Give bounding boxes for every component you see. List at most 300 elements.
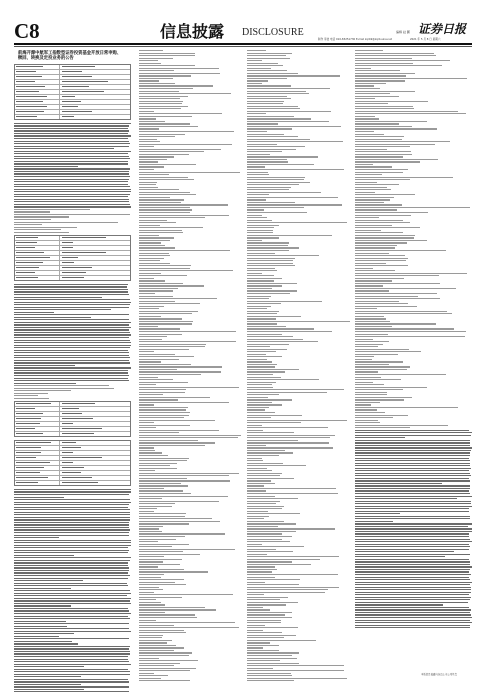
text-line <box>139 412 190 413</box>
text-line <box>247 506 284 507</box>
text-line <box>139 60 158 61</box>
text-line <box>139 658 159 659</box>
text-line <box>247 118 311 119</box>
text-line <box>139 389 186 390</box>
text-line <box>139 174 169 175</box>
text-line <box>355 587 471 588</box>
text-line <box>14 585 128 586</box>
text-line <box>247 96 287 97</box>
text-line <box>139 394 163 395</box>
text-line <box>14 499 130 500</box>
text-line <box>14 595 127 596</box>
table-cell-key <box>15 476 60 480</box>
info-table <box>14 235 131 281</box>
text-line <box>139 452 162 453</box>
text-line <box>247 280 274 281</box>
text-line <box>247 172 268 173</box>
text-line <box>355 544 469 545</box>
text-line <box>355 599 470 600</box>
text-line <box>247 632 282 633</box>
text-line <box>247 594 264 595</box>
text-line <box>355 146 410 147</box>
table-cell-key <box>15 85 60 89</box>
text-line <box>14 350 128 351</box>
text-line <box>139 103 182 104</box>
text-line <box>139 458 189 459</box>
text-line <box>247 407 269 408</box>
text-line <box>247 65 283 66</box>
text-line <box>247 665 344 666</box>
text-line <box>14 299 130 300</box>
table-cell-value <box>60 105 130 109</box>
text-line <box>139 197 170 198</box>
table-row <box>15 432 130 436</box>
table-cell-value <box>60 256 130 260</box>
table-cell-key <box>15 65 60 69</box>
text-line <box>355 546 470 547</box>
column-3-text-block <box>247 50 351 681</box>
text-line <box>247 637 284 638</box>
text-line <box>139 503 175 504</box>
text-line <box>14 163 128 164</box>
text-line <box>247 620 281 621</box>
text-line <box>247 154 270 155</box>
info-table <box>14 64 131 120</box>
text-line <box>355 577 469 578</box>
text-line <box>139 485 188 486</box>
text-line <box>247 473 282 474</box>
text-line <box>139 308 159 309</box>
text-line <box>139 366 222 367</box>
text-line <box>355 392 387 393</box>
text-line <box>247 551 293 552</box>
text-line <box>14 317 91 318</box>
text-line <box>355 513 400 514</box>
text-line <box>247 622 281 623</box>
text-line <box>139 589 163 590</box>
text-line <box>247 151 282 152</box>
text-line <box>139 134 185 135</box>
text-line <box>355 184 399 185</box>
text-line <box>355 579 470 580</box>
text-line <box>139 280 165 281</box>
text-line <box>247 374 273 375</box>
text-line <box>247 480 271 481</box>
text-line <box>139 450 155 451</box>
text-line <box>355 247 395 248</box>
text-line <box>14 227 77 228</box>
text-line <box>247 328 314 329</box>
text-line <box>247 589 328 590</box>
text-line <box>247 222 347 223</box>
text-line <box>247 60 262 61</box>
table-cell-key <box>15 90 60 94</box>
text-line <box>355 85 374 86</box>
text-line <box>139 470 155 471</box>
text-line <box>139 417 184 418</box>
text-line <box>139 526 163 527</box>
header-rule-thin <box>14 46 472 47</box>
text-line <box>247 427 328 428</box>
text-line <box>247 68 271 69</box>
text-line <box>14 206 131 207</box>
text-line <box>355 556 445 557</box>
text-line <box>247 612 292 613</box>
text-line <box>139 425 190 426</box>
text-line <box>14 669 128 670</box>
text-line <box>355 483 442 484</box>
text-line <box>355 478 469 479</box>
text-line <box>247 169 344 170</box>
text-line <box>247 420 347 421</box>
text-line <box>139 549 235 550</box>
text-line <box>139 58 173 59</box>
text-line <box>139 202 181 203</box>
text-line <box>355 551 454 552</box>
text-line <box>139 483 181 484</box>
text-line <box>14 390 71 391</box>
table-cell-value <box>60 100 130 104</box>
text-line <box>247 293 290 294</box>
text-line <box>139 70 174 71</box>
text-line <box>139 404 154 405</box>
table-cell-value <box>60 422 130 426</box>
text-line <box>14 309 111 310</box>
text-line <box>247 485 264 486</box>
table-cell-key <box>15 427 60 431</box>
text-line <box>14 618 130 619</box>
text-line <box>247 144 277 145</box>
text-line <box>139 265 191 266</box>
contact-line: 制作 李波 电话 010-83251730 E-mail zqrb9@zqrb.sina.net <box>318 38 392 41</box>
text-line <box>14 664 131 665</box>
text-line <box>247 435 335 436</box>
text-line <box>139 582 175 583</box>
text-line <box>139 209 192 210</box>
text-line <box>139 278 154 279</box>
text-line <box>139 255 170 256</box>
text-line <box>14 138 128 139</box>
text-line <box>247 349 287 350</box>
text-line <box>139 194 196 195</box>
text-line <box>14 357 130 358</box>
text-line <box>14 656 128 657</box>
text-line <box>355 554 470 555</box>
text-line <box>355 354 398 355</box>
table-row <box>15 276 130 280</box>
text-line <box>139 88 193 89</box>
text-line <box>139 473 239 474</box>
text-line <box>14 633 74 634</box>
table-cell-key <box>15 417 60 421</box>
text-line <box>139 222 176 223</box>
text-line <box>355 204 402 205</box>
text-line <box>355 536 469 537</box>
text-line <box>14 638 129 639</box>
text-line <box>247 285 282 286</box>
text-line <box>139 518 212 519</box>
text-line <box>139 113 222 114</box>
text-line <box>355 285 383 286</box>
table-row <box>15 115 130 119</box>
text-line <box>355 508 469 509</box>
text-line <box>14 529 130 530</box>
text-line <box>14 636 59 637</box>
text-line <box>14 141 129 142</box>
text-line <box>14 307 129 308</box>
text-line <box>355 63 413 64</box>
text-line <box>139 131 234 132</box>
text-line <box>355 106 413 107</box>
text-line <box>139 328 180 329</box>
text-line <box>247 334 282 335</box>
text-line <box>247 212 307 213</box>
text-line <box>139 551 183 552</box>
text-line <box>14 532 129 533</box>
text-line <box>139 118 156 119</box>
text-line <box>247 366 275 367</box>
table-cell-key <box>15 236 60 240</box>
text-line <box>355 452 470 453</box>
text-line <box>14 507 128 508</box>
text-line <box>14 590 130 591</box>
text-line <box>355 412 385 413</box>
text-line <box>139 561 163 562</box>
text-line <box>139 156 174 157</box>
text-line <box>355 531 472 532</box>
text-line <box>247 225 279 226</box>
text-line <box>355 187 387 188</box>
text-line <box>14 360 129 361</box>
text-line <box>139 420 215 421</box>
text-line <box>14 395 38 396</box>
text-line <box>247 184 299 185</box>
text-line <box>14 605 71 606</box>
text-line <box>139 245 165 246</box>
text-line <box>139 50 163 51</box>
text-line <box>247 437 330 438</box>
text-line <box>139 321 193 322</box>
text-line <box>247 275 274 276</box>
text-line <box>139 270 233 271</box>
text-line <box>355 369 407 370</box>
text-line <box>355 571 469 572</box>
text-line <box>355 270 395 271</box>
table-cell-key <box>15 461 60 465</box>
text-line <box>247 283 297 284</box>
text-line <box>247 382 276 383</box>
text-line <box>139 587 159 588</box>
text-line <box>247 98 291 99</box>
text-line <box>139 68 219 69</box>
text-line <box>355 161 420 162</box>
column-4-text-block <box>355 50 472 630</box>
text-line <box>14 545 131 546</box>
text-line <box>355 404 371 405</box>
text-line <box>14 522 129 523</box>
text-line <box>14 494 129 495</box>
text-line <box>247 417 271 418</box>
table-cell-key <box>15 451 60 455</box>
text-line <box>355 263 386 264</box>
text-line <box>247 442 329 443</box>
text-line <box>355 594 469 595</box>
text-line <box>247 93 309 94</box>
text-line <box>139 260 160 261</box>
text-line <box>14 542 131 543</box>
text-line <box>14 383 76 384</box>
text-line <box>139 384 156 385</box>
text-line <box>14 204 130 205</box>
text-line <box>14 176 130 177</box>
table-cell-value <box>60 261 130 265</box>
text-line <box>247 511 268 512</box>
table-cell-value <box>60 427 130 431</box>
table-cell-key <box>15 261 60 265</box>
text-line <box>355 430 469 431</box>
text-line <box>247 255 319 256</box>
text-line <box>355 409 377 410</box>
text-line <box>14 689 84 690</box>
text-line <box>355 308 377 309</box>
text-line <box>355 351 421 352</box>
text-line <box>355 597 471 598</box>
text-line <box>139 480 230 481</box>
text-line <box>247 496 275 497</box>
text-line <box>14 509 130 510</box>
text-line <box>139 339 162 340</box>
text-line <box>355 541 472 542</box>
text-line <box>247 346 270 347</box>
text-line <box>355 88 380 89</box>
text-line <box>355 566 472 567</box>
text-line <box>355 268 373 269</box>
table-cell-key <box>15 412 60 416</box>
text-line <box>355 511 469 512</box>
text-line <box>355 65 442 66</box>
table-cell-value <box>60 441 130 445</box>
text-line <box>355 126 412 127</box>
text-line <box>355 475 471 476</box>
text-line <box>14 512 130 513</box>
text-line <box>355 341 389 342</box>
text-line <box>14 489 131 490</box>
text-line <box>139 237 174 238</box>
table-cell-key <box>15 471 60 475</box>
text-line <box>247 584 299 585</box>
text-line <box>139 93 231 94</box>
text-line <box>139 455 168 456</box>
table-cell-key <box>15 105 60 109</box>
text-line <box>247 88 330 89</box>
table-cell-key <box>15 256 60 260</box>
editor-line: 编辑 赵 鹏 <box>396 30 410 34</box>
text-line <box>247 640 316 641</box>
text-line <box>247 331 332 332</box>
text-line <box>247 321 350 322</box>
text-line <box>14 219 51 220</box>
text-line <box>247 402 272 403</box>
text-line <box>247 131 267 132</box>
text-line <box>14 375 129 376</box>
text-line <box>139 440 198 441</box>
text-line <box>247 235 332 236</box>
text-line <box>139 465 170 466</box>
text-line <box>139 432 179 433</box>
text-line <box>355 189 391 190</box>
text-line <box>14 610 129 611</box>
text-line <box>355 283 440 284</box>
text-line <box>355 473 470 474</box>
text-line <box>355 364 389 365</box>
text-line <box>139 316 161 317</box>
text-line <box>355 533 469 534</box>
text-line <box>355 331 466 332</box>
text-line <box>247 384 272 385</box>
text-line <box>14 608 128 609</box>
text-line <box>355 70 400 71</box>
text-line <box>247 55 286 56</box>
text-line <box>355 349 409 350</box>
table-cell-key <box>15 115 60 119</box>
text-line <box>139 609 216 610</box>
text-line <box>139 301 175 302</box>
text-line <box>139 250 230 251</box>
text-line <box>14 646 130 647</box>
text-line <box>355 417 393 418</box>
text-line <box>355 296 418 297</box>
text-line <box>355 323 436 324</box>
text-line <box>139 564 180 565</box>
text-line <box>247 574 338 575</box>
text-line <box>247 189 289 190</box>
text-line <box>247 139 310 140</box>
text-line <box>355 50 383 51</box>
text-line <box>14 327 131 328</box>
text-line <box>247 566 275 567</box>
page-number: C8 <box>14 19 40 43</box>
text-line <box>247 508 282 509</box>
text-line <box>247 397 268 398</box>
text-line <box>355 493 470 494</box>
text-line <box>139 528 159 529</box>
table-cell-value <box>60 95 130 99</box>
text-line <box>247 265 295 266</box>
text-line <box>139 508 157 509</box>
text-line <box>14 161 128 162</box>
text-line <box>139 493 191 494</box>
text-line <box>139 121 165 122</box>
text-line <box>14 151 131 152</box>
text-line <box>139 75 191 76</box>
text-line <box>14 557 131 558</box>
text-line <box>247 478 294 479</box>
text-line <box>14 603 131 604</box>
text-line <box>355 265 408 266</box>
text-line <box>14 378 128 379</box>
footer-note: 本版信息披露内容由上市公司负责 <box>421 673 457 676</box>
text-line <box>139 225 160 226</box>
text-line <box>139 445 205 446</box>
text-line <box>14 552 128 553</box>
text-line <box>14 502 131 503</box>
text-line <box>355 402 380 403</box>
text-line <box>14 565 128 566</box>
text-line <box>247 490 266 491</box>
text-line <box>247 387 273 388</box>
text-line <box>247 83 262 84</box>
text-line <box>247 204 342 205</box>
